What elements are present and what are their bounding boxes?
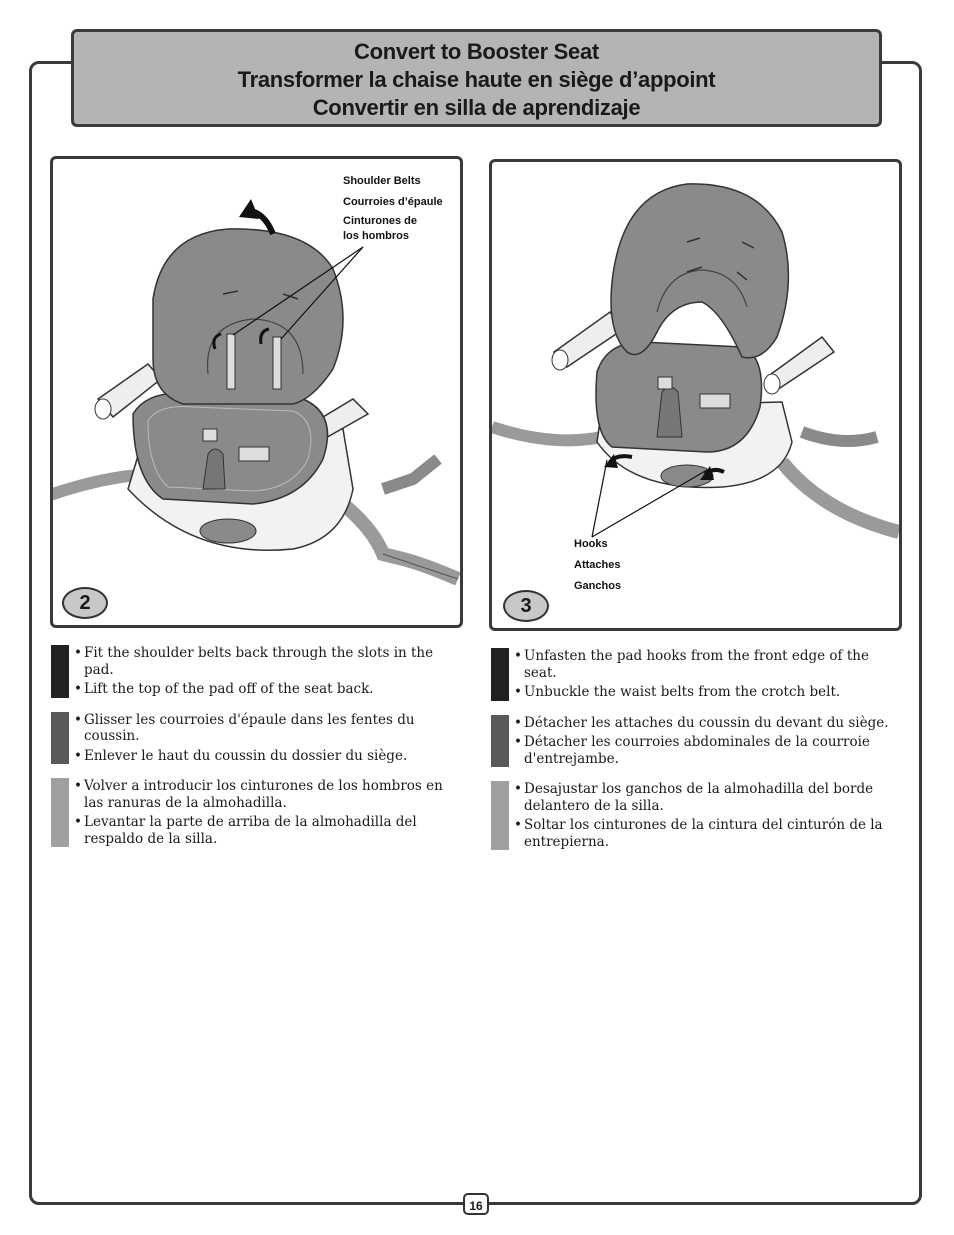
french-bar [491, 715, 509, 768]
instructions-english [491, 648, 901, 701]
instruction-item: • Lift the top of the pad off of the seat back. [74, 681, 466, 698]
title-en: Convert to Booster Seat [354, 39, 599, 64]
french-bar [51, 712, 69, 765]
step-3-panel [489, 159, 902, 631]
step-number-2: 2 [62, 587, 108, 619]
title-banner [71, 29, 882, 127]
instructions-spanish [51, 778, 466, 847]
callout-label: los hombros [343, 230, 410, 242]
step-3-callout [574, 534, 621, 597]
english-bar [491, 648, 509, 701]
instructions-spanish [491, 781, 901, 850]
instruction-item: • Détacher les attaches du coussin du devant du siège. [514, 715, 901, 732]
instructions-english [51, 645, 466, 698]
callout-label: Attaches [574, 559, 621, 571]
instruction-item: • Détacher les courroies abdominales de la courroie d'entrejambe. [514, 734, 901, 767]
step-3-illustration [492, 162, 899, 628]
instruction-item: • Glisser les courroies d'épaule dans les fentes du coussin. [74, 712, 466, 745]
callout-label: Shoulder Belts [343, 175, 421, 187]
callout-label: Cinturones de [343, 215, 417, 227]
callout-label: Hooks [574, 538, 608, 550]
instruction-item: • Unfasten the pad hooks from the front edge of the seat. [514, 648, 901, 681]
instruction-item: • Levantar la parte de arriba de la almohadilla del respaldo de la silla. [74, 814, 466, 847]
english-bar [51, 645, 69, 698]
step-number-3: 3 [503, 590, 549, 622]
callout-label: Courroies d’épaule [343, 196, 443, 208]
instruction-item: • Desajustar los ganchos de la almohadilla del borde delantero de la silla. [514, 781, 901, 814]
spanish-bar [491, 781, 509, 850]
page-number: 16 [463, 1193, 489, 1215]
step-2-callout [343, 171, 443, 243]
spanish-bar [51, 778, 69, 847]
step-2-instructions [51, 645, 466, 861]
title-es: Convertir en silla de aprendizaje [312, 95, 641, 120]
instruction-item: • Soltar los cinturones de la cintura del cinturón de la entrepierna. [514, 817, 901, 850]
title-fr: Transformer la chaise haute en siège d’appoint [237, 67, 716, 92]
step-3-instructions [491, 648, 901, 864]
instructions-french [51, 712, 466, 765]
step-2-panel [50, 156, 463, 628]
instruction-item: • Fit the shoulder belts back through the slots in the pad. [74, 645, 466, 678]
instructions-french [491, 715, 901, 768]
callout-label: Ganchos [574, 580, 622, 592]
instruction-item: • Unbuckle the waist belts from the crotch belt. [514, 684, 901, 701]
instruction-item: • Enlever le haut du coussin du dossier du siège. [74, 748, 466, 765]
instruction-item: • Volver a introducir los cinturones de los hombros en las ranuras de la almohadilla. [74, 778, 466, 811]
